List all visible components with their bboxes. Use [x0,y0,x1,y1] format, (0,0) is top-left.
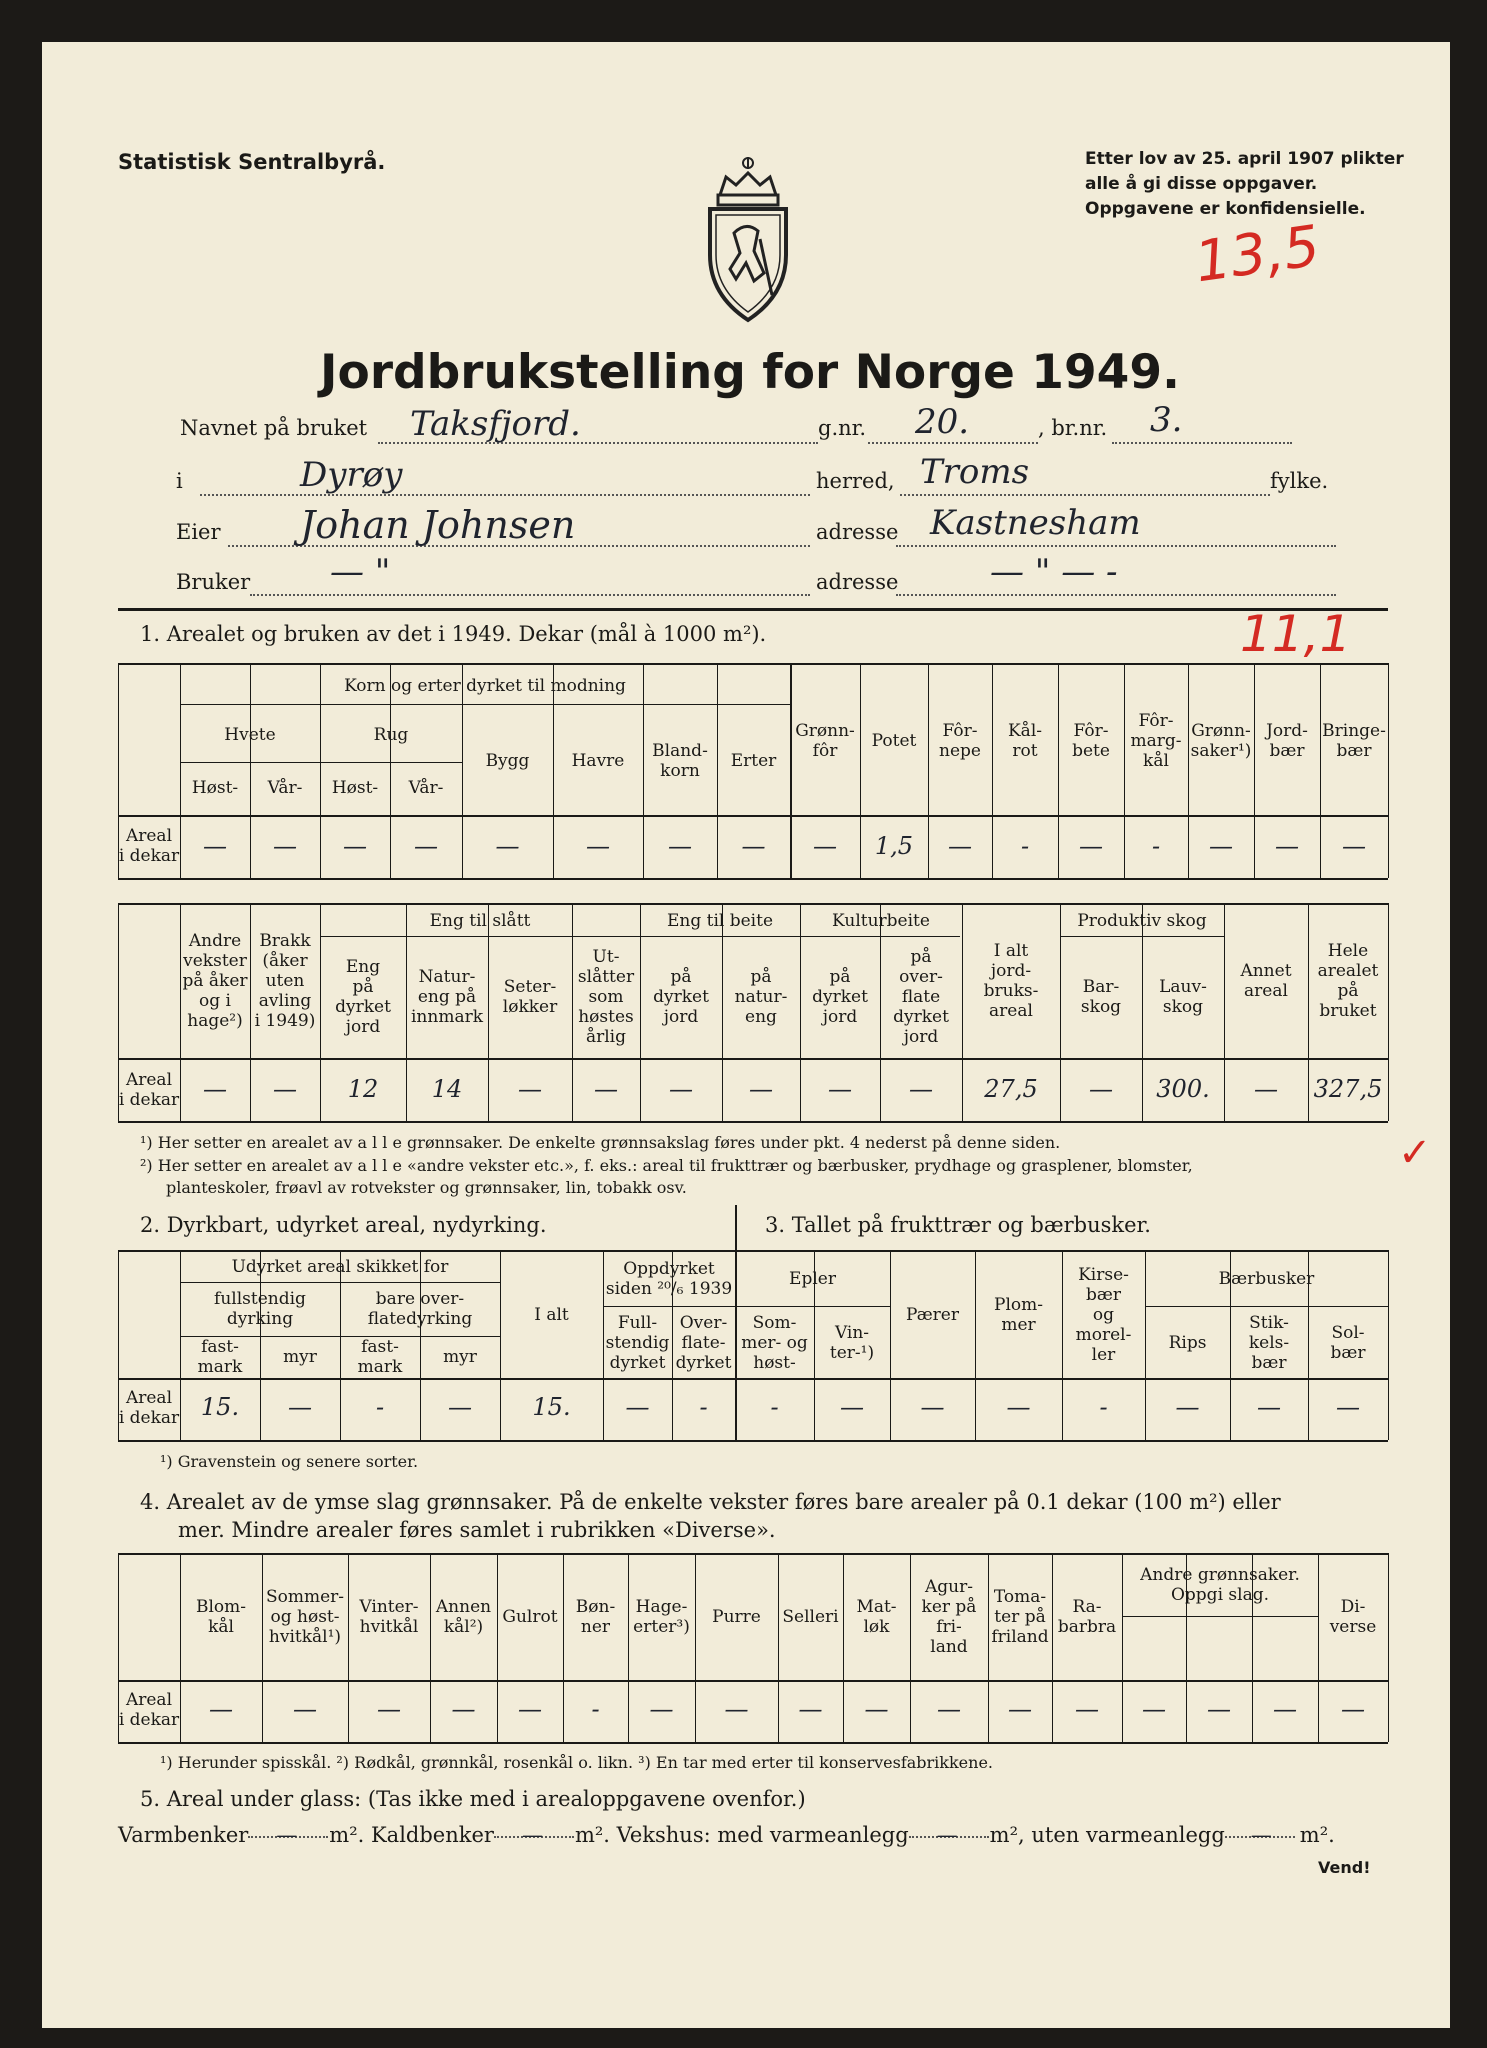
brnr-line [1112,442,1292,444]
header-kultur-overflate: på over- flate dyrket jord [893,947,949,1047]
herred-label: herred, [816,469,895,493]
user-address-line [896,594,1336,596]
footnote-2: ²) Her setter en arealet av a l l e «andre vekster etc.», f. eks.: areal til frukttrær og bærbusker, prydhage og grasplener, blomster, [140,1156,1193,1175]
coat-of-arms-icon [700,155,796,325]
red-ink-mark-2: 11,1 [1240,605,1352,663]
gnr-line [868,442,1038,444]
header-kultur: Kulturbeite [832,911,930,931]
grid-line [603,1306,735,1307]
header-veg-1: Sommer- og høst- hvitkål¹) [265,1587,345,1647]
value-s4-16: — [1341,1695,1365,1723]
value-s4-9: — [864,1695,889,1723]
owner-value: Johan Johnsen [300,503,576,547]
header-gronnfor: Grønn- fôr [795,720,855,761]
law-notice [1085,147,1404,222]
value-t1-16: — [1342,832,1366,860]
row-label-area: Areal i dekar [118,826,180,866]
county-line [900,494,1270,496]
owner-label: Eier [176,520,221,544]
value-t2-0: — [203,1075,227,1103]
grid-line [118,1440,1388,1442]
header-veg-10: Agur- ker på fri- land [921,1577,977,1657]
value-t1-15: — [1275,832,1299,860]
header-andre-gronnsaker: Andre grønnsaker. Oppgi slag. [1140,1565,1300,1605]
grid-line [1145,1306,1388,1307]
header-veg-8: Selleri [782,1607,839,1627]
glass-line [118,1823,1411,1847]
header-blandkorn: Bland- korn [652,740,708,781]
value-s2-6: - [699,1393,708,1421]
header-epler: Epler [789,1269,836,1289]
value-t1-1: — [273,832,297,860]
header-baerbusker: Bærbusker [1218,1269,1315,1289]
header-veg-11: Toma- ter på friland [991,1587,1049,1647]
value-s2-1: — [288,1393,312,1421]
grid-line [118,815,1388,817]
red-check-mark: ✓ [1398,1130,1432,1176]
value-t1-9: 1,5 [874,832,914,860]
header-rug: Rug [373,725,409,745]
grid-line [118,1121,1388,1123]
header-veg-3: Annen kål²) [435,1597,492,1637]
value-t1-0: — [203,832,227,860]
grid-line [1060,936,1224,937]
value-s4-11: — [1008,1695,1032,1723]
value-t1-7: — [741,832,766,860]
header-rips: Rips [1168,1333,1207,1353]
owner-address-value: Kastnesham [930,503,1141,543]
value-t2-14: 327,5 [1313,1075,1383,1103]
greenhouse-heated-value: — [936,1823,958,1847]
header-udyrket: Udyrket areal skikket for [231,1257,449,1277]
value-s4-7: — [724,1695,749,1723]
header-rug-var: Vår- [408,778,444,798]
header-erter: Erter [730,750,777,771]
header-vinter: Vin- ter-¹) [829,1323,875,1363]
municipality-line [200,494,810,496]
header-utslatter: Ut- slåtter som høstes årlig [577,947,635,1047]
grid-line [118,1680,1388,1682]
value-t1-3: — [414,832,438,860]
header-forbete: Fôr- bete [1072,720,1110,761]
greenhouse-unheated-value: — [1250,1823,1272,1847]
value-s2-5: — [625,1393,650,1421]
header-fastmark-2: fast- mark [357,1337,403,1377]
footnote-section2: ¹) Gravenstein og senere sorter. [160,1452,419,1471]
header-bygg: Bygg [485,750,530,771]
value-s2-3: — [448,1393,472,1421]
header-veg-7: Purre [712,1607,761,1627]
grid-line [1388,1250,1389,1440]
value-s4-10: — [937,1695,961,1723]
header-bare: bare over- flatedyrking [367,1289,473,1329]
brnr-label: , br.nr. [1038,416,1108,440]
value-s4-2: — [377,1695,401,1723]
value-t1-13: - [1151,832,1161,860]
value-s3-1: — [840,1393,864,1421]
value-s4-14: — [1207,1695,1231,1723]
user-label: Bruker [176,570,251,594]
row-label-area-3: Areal i dekar [118,1388,180,1428]
brnr-value: 3. [1150,400,1183,440]
user-value: — " [330,552,391,592]
grid-line [1388,663,1389,878]
value-s3-5: — [1175,1393,1200,1421]
value-s4-12: — [1075,1695,1099,1723]
header-fastmark-1: fast- mark [197,1337,243,1377]
value-t2-8: — [828,1075,852,1103]
header-seter: Seter- løkker [502,977,558,1017]
grid-line [118,1553,1388,1555]
header-stikkels: Stik- kels- bær [1248,1313,1290,1373]
user-address-label: adresse [816,570,899,594]
value-s3-3: — [1006,1393,1031,1421]
grid-line [118,1742,1388,1744]
form-title: Jordbrukstelling for Norge 1949. [320,345,1180,400]
grid-line [800,936,960,937]
value-s3-7: — [1336,1393,1360,1421]
grid-line [735,1306,890,1307]
header-veg-12: Ra- barbra [1057,1597,1117,1637]
grid-line [118,903,1388,905]
value-s4-6: — [649,1695,674,1723]
header-kirsebaer: Kirse- bær og morel- ler [1075,1265,1132,1365]
header-skog: Produktiv skog [1077,911,1207,931]
value-s2-0: 15. [200,1393,240,1421]
gnr-label: g.nr. [818,416,867,440]
header-veg-6: Hage- erter³) [633,1597,690,1637]
grid-line [1388,1553,1389,1742]
value-s4-4: — [518,1695,542,1723]
header-rug-host: Høst- [331,778,379,798]
header-full-dyrket: Full- stendig dyrket [605,1313,670,1373]
header-over-dyrket: Over- flate- dyrket [675,1313,732,1373]
value-t2-3: 14 [431,1075,463,1103]
value-t2-12: 300. [1156,1075,1210,1103]
header-annet: Annet areal [1240,961,1292,1001]
user-line [250,594,810,596]
county-value: Troms [920,452,1030,492]
header-sommer: Som- mer- og høst- [741,1313,808,1373]
law-line-3: Oppgavene er konfidensielle. [1085,199,1366,219]
grid-line [180,762,462,763]
value-t2-10: 27,5 [984,1075,1038,1103]
header-lauvskog: Lauv- skog [1159,977,1207,1017]
value-t2-4: — [518,1075,542,1103]
value-t2-6: — [669,1075,693,1103]
value-t1-11: - [1020,832,1030,860]
value-t2-7: — [749,1075,773,1103]
user-address-value: — " — - [990,552,1118,592]
value-s4-3: — [451,1695,476,1723]
cold-beds-value: — [521,1823,543,1847]
gnr-value: 20. [915,402,970,442]
header-naturlig: Natur- eng på innmark [410,967,484,1027]
grid-line [118,663,1388,665]
header-myr-2: myr [443,1347,477,1367]
value-t1-14: — [1209,832,1233,860]
value-t1-4: — [495,832,520,860]
header-brakk: Brakk (åker uten avling i 1949) [254,931,316,1031]
header-bringebaer: Bringe- bær [1322,720,1386,761]
header-oppdyrket: Oppdyrket siden ²⁰/₆ 1939 [605,1259,733,1299]
section1-title: 1. Arealet og bruken av det i 1949. Dekar (mål à 1000 m²). [140,622,767,646]
value-s4-8: — [798,1695,823,1723]
value-s4-1: — [293,1695,317,1723]
value-s3-4: - [1099,1393,1108,1421]
turn-over-note: Vend! [1318,1858,1371,1877]
value-s4-0: — [209,1695,233,1723]
section4-title-1: 4. Arealet av de ymse slag grønnsaker. På de enkelte vekster føres bare arealer på 0.1 dekar (100 m²) eller [140,1490,1281,1514]
header-plommer: Plom- mer [994,1295,1043,1335]
value-t2-9: — [909,1075,933,1103]
footnote-section4: ¹) Herunder spisskål. ²) Rødkål, grønnkål, rosenkål o. likn. ³) En tar med erter til konservesfabrikkene. [160,1753,994,1772]
grid-line [180,1282,500,1283]
grid-line [180,704,790,705]
header-hvete: Hvete [224,725,276,745]
header-eng-slatt: Eng til slått [429,911,531,931]
grid-line [118,1058,1388,1060]
glass-end-unit: m². [1299,1823,1335,1847]
value-t1-5: — [586,832,610,860]
value-t2-5: — [594,1075,618,1103]
warm-beds-value: — [276,1823,298,1847]
value-t2-1: — [273,1075,297,1103]
header-havre: Havre [571,750,625,771]
header-fullstendig: fullstendig dyrking [214,1289,306,1329]
header-beite-natur: på natur- eng [734,967,788,1027]
header-hvete-var: Vår- [267,778,303,798]
header-hvete-host: Høst- [191,778,239,798]
value-s4-13: — [1142,1695,1166,1723]
value-t1-2: — [343,832,367,860]
value-s4-15: — [1273,1695,1297,1723]
law-line-2: alle å gi disse oppgaver. [1085,174,1318,194]
header-veg-4: Gulrot [502,1607,558,1627]
header-ialt: I alt jord- bruks- areal [983,941,1039,1021]
fylke-label: fylke. [1270,469,1329,493]
section4-title-2: mer. Mindre arealer føres samlet i rubrikken «Diverse». [178,1518,776,1542]
warm-beds-label: Varmbenker [118,1823,249,1847]
value-s4-5: - [591,1695,600,1723]
grid-line [640,936,800,937]
cold-beds-label: m². Kaldbenker [329,1823,494,1847]
row-label-area-2: Areal i dekar [118,1070,180,1110]
header-veg-2: Vinter- hvitkål [359,1597,419,1637]
header-kalrot: Kål- rot [1007,720,1043,761]
grid-line [1122,1616,1318,1617]
value-s2-4: 15. [532,1393,571,1421]
header-gronnsaker: Grønn- saker¹) [1190,720,1252,761]
header-veg-0: Blom- kål [195,1597,247,1637]
header-eng-beite: Eng til beite [666,911,774,931]
value-t2-11: — [1089,1075,1113,1103]
header-jordbaer: Jord- bær [1266,720,1308,761]
header-veg-9: Mat- løk [856,1597,897,1637]
greenhouse-heated-label: m². Vekshus: med varmeanlegg [574,1823,909,1847]
footnote-2b: planteskoler, frøavl av rotvekster og grønnsaker, lin, tobakk osv. [166,1178,687,1197]
municipality-label: i [176,469,183,493]
header-beite-dyrket: på dyrket jord [653,967,709,1027]
header-kultur-dyrket: på dyrket jord [812,967,868,1027]
header-andre: Andre vekster på åker og i hage²) [182,931,248,1031]
header-ialt-2: I alt [534,1305,569,1325]
header-formargkal: Fôr- marg- kål [1130,710,1182,771]
red-ink-mark: 13,5 [1191,213,1324,296]
greenhouse-unheated-label: m², uten varmeanlegg [989,1823,1225,1847]
header-hele: Hele arealet på bruket [1317,941,1379,1021]
header-solbaer: Sol- bær [1330,1323,1366,1363]
grid-line [118,1250,1388,1252]
header-korn: Korn og erter dyrket til modning [344,676,626,696]
farm-name-value: Taksfjord. [410,404,581,444]
rule-top [118,608,1388,611]
footnote-1: ¹) Her setter en arealet av a l l e grønnsaker. De enkelte grønnsakslag føres under pkt. 4 nederst på denne siden. [140,1133,1061,1152]
value-t1-8: — [813,832,837,860]
value-s3-6: — [1257,1393,1281,1421]
header-veg-16: Di- verse [1329,1597,1377,1637]
header-fornepe: Fôr- nepe [939,720,981,761]
grid-line [118,1378,1388,1380]
farm-name-label: Navnet på bruket [180,416,368,440]
owner-address-line [896,545,1336,547]
section3-title: 3. Tallet på frukttrær og bærbusker. [765,1213,1151,1237]
grid-line [320,936,640,937]
value-s2-2: - [375,1393,385,1421]
value-t2-2: 12 [347,1075,379,1103]
header-paerer: Pærer [906,1305,959,1325]
grid-line [118,878,1388,880]
section5-title: 5. Areal under glass: (Tas ikke med i arealoppgavene ovenfor.) [140,1787,806,1811]
row-label-area-4: Areal i dekar [118,1690,180,1730]
org-name: Statistisk Sentralbyrå. [118,150,386,174]
value-t2-13: — [1254,1075,1278,1103]
section2-title: 2. Dyrkbart, udyrket areal, nydyrking. [140,1213,547,1237]
header-barskog: Bar- skog [1080,977,1122,1017]
municipality-value: Dyrøy [300,455,403,495]
grid-line [1388,903,1389,1121]
header-veg-5: Bøn- ner [575,1597,616,1637]
value-s3-0: - [770,1393,779,1421]
value-t1-12: — [1079,832,1103,860]
law-line-1: Etter lov av 25. april 1907 plikter [1085,149,1404,169]
header-myr-1: myr [283,1347,317,1367]
value-t1-6: — [668,832,692,860]
owner-address-label: adresse [816,520,899,544]
value-t1-10: — [948,832,972,860]
header-eng-dyrket: Eng på dyrket jord [335,957,391,1037]
value-s3-2: — [920,1393,945,1421]
header-potet: Potet [871,730,917,751]
